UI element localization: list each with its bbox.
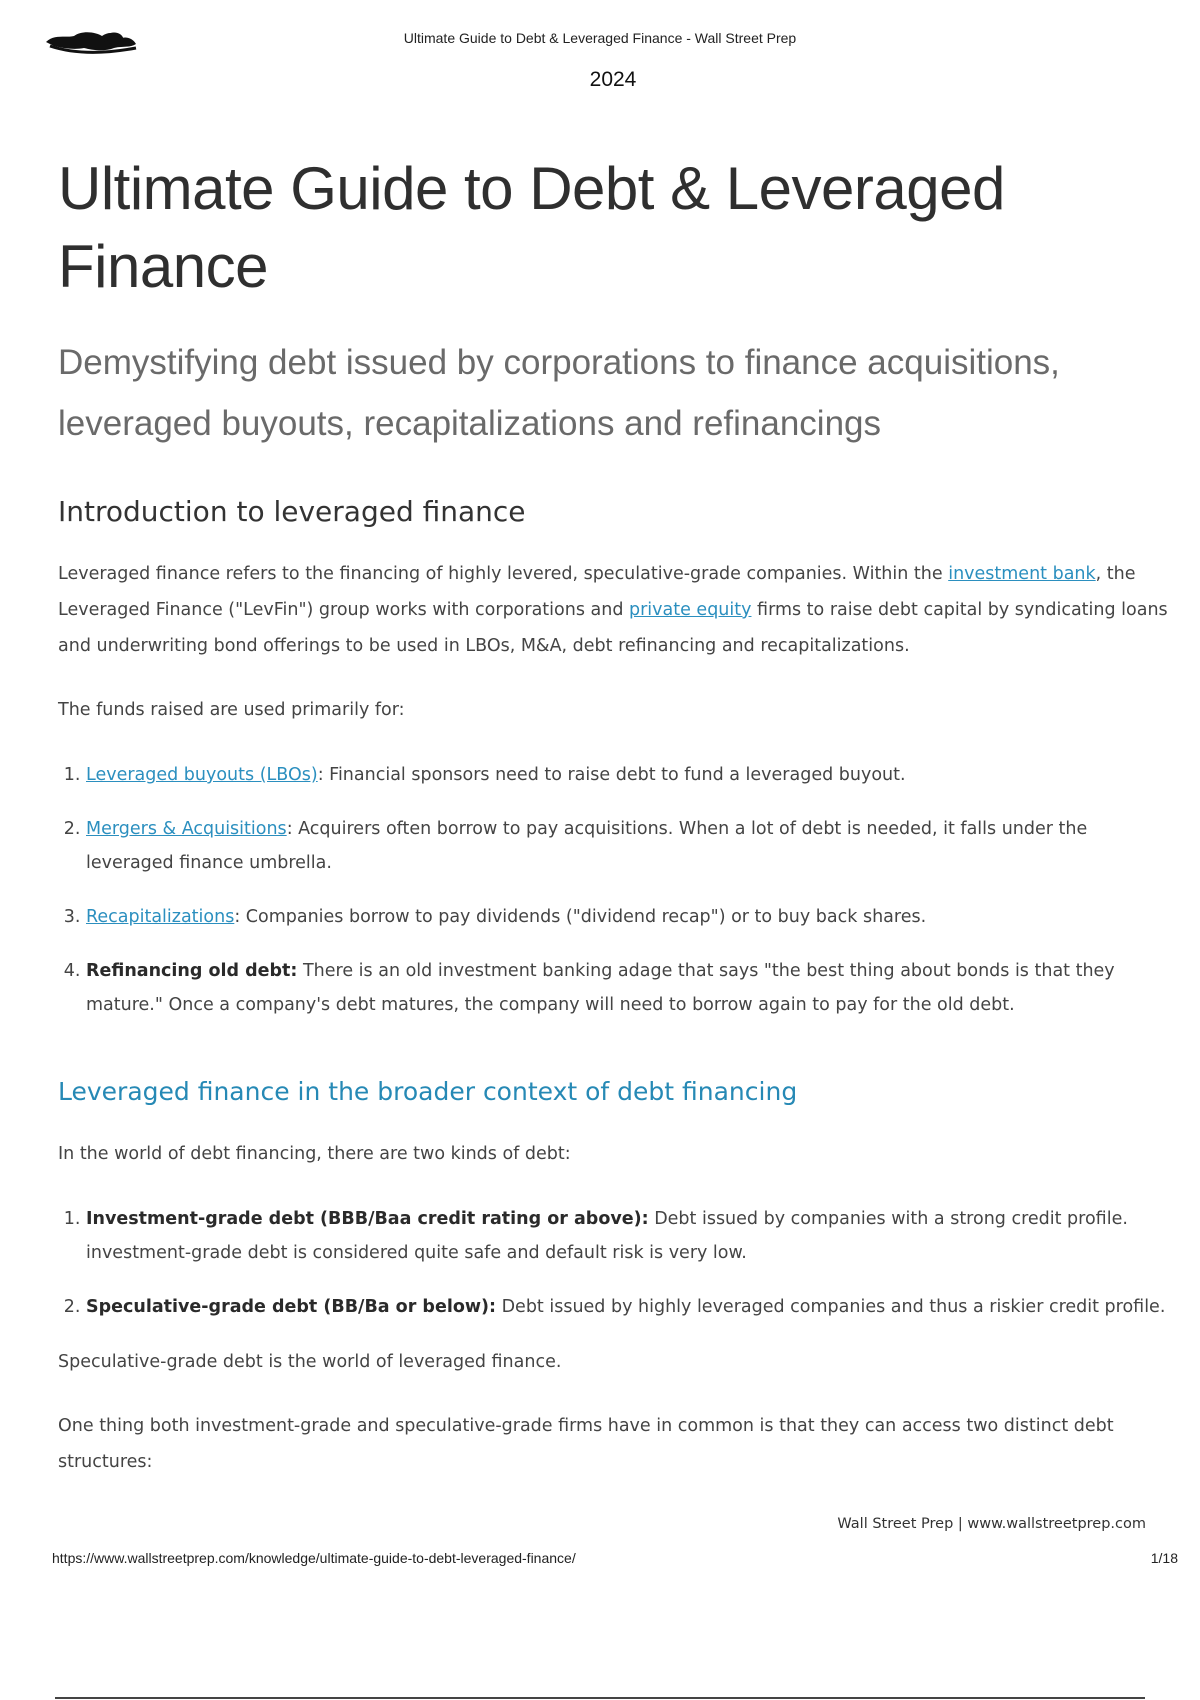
intro-text-part1: Leveraged finance refers to the financing of highly levered, speculative-grade companies. Within the bbox=[58, 564, 949, 584]
debt-kinds-intro: In the world of debt financing, there are two kinds of debt: bbox=[58, 1144, 571, 1164]
section-heading-introduction: Introduction to leveraged finance bbox=[58, 495, 526, 528]
investment-bank-link[interactable]: investment bank bbox=[948, 564, 1096, 584]
funds-intro: The funds raised are used primarily for: bbox=[58, 700, 405, 720]
list-item-text: There is an old investment banking adage that says "the best thing about bonds is that they mature." Once a company's debt matures, the company will need to borrow again to pay for the old debt. bbox=[86, 961, 1115, 1015]
speculative-grade-paragraph: Speculative-grade debt is the world of leveraged finance. bbox=[58, 1352, 562, 1372]
article-body bbox=[58, 150, 1168, 1480]
intro-paragraph bbox=[58, 556, 1168, 664]
list-item-text: Debt issued by companies with a strong credit profile. investment-grade debt is considered quite safe and default risk is very low. bbox=[86, 1209, 1128, 1263]
page-number: 1/18 bbox=[1150, 1550, 1178, 1566]
list-item-text: : Financial sponsors need to raise debt to fund a leveraged buyout. bbox=[317, 765, 906, 785]
page-subtitle: Demystifying debt issued by corporations to finance acquisitions, leveraged buyouts, recapitalizations and refinancings bbox=[58, 343, 1060, 443]
footer-url: https://www.wallstreetprep.com/knowledge/ultimate-guide-to-debt-leveraged-finance/ bbox=[52, 1550, 576, 1566]
lbo-link[interactable]: Leveraged buyouts (LBOs) bbox=[86, 765, 318, 785]
debt-structures-paragraph: One thing both investment-grade and speculative-grade firms have in common is that they can access two distinct debt structures: bbox=[58, 1416, 1114, 1472]
private-equity-link[interactable]: private equity bbox=[629, 600, 752, 620]
list-item-bold: Investment-grade debt (BBB/Baa credit rating or above): bbox=[86, 1209, 649, 1229]
list-item-text: Debt issued by highly leveraged companies and thus a riskier credit profile. bbox=[496, 1297, 1166, 1317]
document-year: 2024 bbox=[589, 68, 637, 91]
intro-text-part3: firms to raise debt capital by syndicating loans and underwriting bond offerings to be used in LBOs, M&A, debt refinancing and recapitalizations. bbox=[58, 600, 1168, 656]
list-item-bold: Speculative-grade debt (BB/Ba or below): bbox=[86, 1297, 497, 1317]
funds-uses-list bbox=[58, 758, 1168, 1022]
print-header-title: Ultimate Guide to Debt & Leveraged Finance - Wall Street Prep bbox=[403, 30, 797, 46]
list-item bbox=[86, 900, 1168, 934]
list-item-text: : Companies borrow to pay dividends ("dividend recap") or to buy back shares. bbox=[234, 907, 927, 927]
list-item-bold: Refinancing old debt: bbox=[86, 961, 298, 981]
list-item bbox=[86, 758, 1168, 792]
list-item bbox=[86, 954, 1168, 1022]
section-heading-broader-context: Leveraged finance in the broader context of debt financing bbox=[58, 1077, 798, 1106]
recapitalizations-link[interactable]: Recapitalizations bbox=[86, 907, 235, 927]
footer-site-credit: Wall Street Prep | www.wallstreetprep.com bbox=[837, 1516, 1146, 1532]
intro-text-part2: , the Leveraged Finance ("LevFin") group works with corporations and bbox=[58, 564, 1136, 620]
list-item bbox=[86, 1202, 1168, 1270]
list-item bbox=[86, 1290, 1168, 1324]
debt-kinds-list bbox=[58, 1202, 1168, 1324]
mergers-acquisitions-link[interactable]: Mergers & Acquisitions bbox=[86, 819, 287, 839]
list-item bbox=[86, 812, 1168, 880]
list-item-text: : Acquirers often borrow to pay acquisitions. When a lot of debt is needed, it falls under the leveraged finance umbrella. bbox=[86, 819, 1088, 873]
page-title: Ultimate Guide to Debt & Leveraged Finance bbox=[58, 155, 1005, 300]
bottom-divider bbox=[55, 1697, 1145, 1699]
